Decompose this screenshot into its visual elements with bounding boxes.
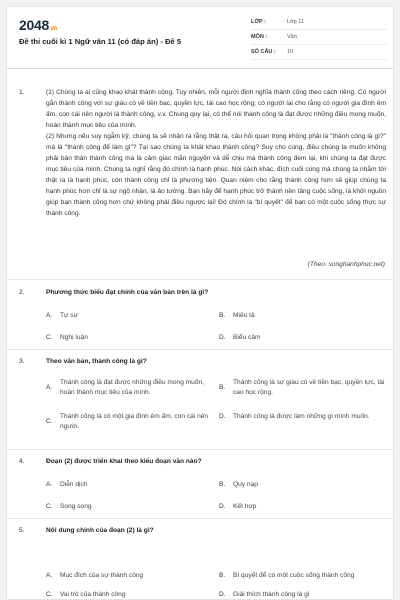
option-letter: C. — [46, 503, 53, 510]
option-text: Quy nạp — [233, 481, 258, 488]
document-page — [6, 6, 394, 600]
option-text: Thành công là đạt được những điều mong muốn, hoàn thành mục tiêu của mình. — [60, 379, 205, 396]
passage-paragraph-2: (2) Nhưng nếu suy ngẫm kỹ, chúng ta sẽ nhận ra rằng thật ra, câu hỏi quan trọng không phải là "thành công là gì?" mà là "thành công để làm gì"? Tại sao chúng ta khát khao thành công? Suy cho cùng, điều chúng ta muốn không phải bản thân thành công mà là cảm giác mãn nguyện và dễ chịu mà thành công đem lại, khi chúng ta đạt được mục tiêu của mình. Chúng ta nghĩ rằng đó chính là hạnh phúc. Nói cách khác, đích cuối cùng mà chúng ta nhắm tới thật ra là hạnh phúc, còn thành công chỉ là phương tiện. Quan niệm cho rằng thành công hơn sẽ giúp chúng ta hạnh phúc hơn chỉ là sự ngộ nhận, là ảo tưởng. Bạn hãy để hạnh phúc trở thành nền tảng cuộc sống, là khởi nguồn giúp bạn thành công hơn chứ không phải điều ngược lại! Đó chính là "bí quyết" để bạn có một cuộc sống thực sự thành công. — [46, 133, 386, 217]
option-letter: B. — [219, 572, 226, 579]
site-logo[interactable] — [19, 17, 57, 33]
divider — [7, 279, 394, 280]
exam-title: Đề thi cuối kì 1 Ngữ văn 11 (có đáp án) - Đề 5 — [19, 37, 182, 46]
passage-paragraph-1: (1) Chúng ta ai cũng khao khát thành công. Tuy nhiên, mỗi người định nghĩa thành công theo cách riêng. Có người gắn thành công với sự giàu có về tiền bạc, quyền lực, tài cao học rộng; có người lại cho rằng có người gia đình êm ấm, con cái nên người là thành công, v.v. Chung quy lại, có thể nói thành công là đạt được những điều mong muốn, hoàn thành mục tiêu của mình. — [46, 89, 386, 129]
divider — [7, 349, 394, 350]
option-b[interactable] — [219, 378, 389, 398]
option-b[interactable] — [219, 480, 389, 490]
meta-key: MÔN : — [251, 34, 268, 40]
question-number: 4. — [19, 458, 25, 465]
option-b[interactable] — [219, 571, 389, 581]
option-letter: A. — [46, 312, 53, 319]
question-4 — [19, 458, 389, 518]
option-letter: C. — [46, 334, 53, 341]
option-text: Thành công là sự giàu có về tiền bạc, quyền lực, tài cao học rộng. — [233, 379, 385, 396]
option-letter: D. — [219, 503, 226, 510]
option-letter: D. — [219, 334, 226, 341]
option-letter: B. — [219, 312, 226, 319]
option-c[interactable] — [46, 333, 216, 343]
question-5 — [19, 527, 389, 600]
option-letter: C. — [46, 418, 53, 425]
meta-value: 10 — [287, 49, 294, 55]
option-text: Biểu cảm — [233, 334, 261, 341]
page-header — [7, 7, 394, 69]
question-text: Đoạn (2) được triển khai theo kiểu đoạn văn nào? — [46, 458, 202, 465]
question-2 — [19, 289, 389, 349]
option-letter: C. — [46, 591, 53, 598]
option-d[interactable] — [219, 502, 389, 512]
question-number: 1. — [19, 89, 25, 96]
option-d[interactable] — [219, 333, 389, 343]
option-text: Kết hợp — [233, 503, 257, 510]
option-b[interactable] — [219, 311, 389, 321]
question-number: 3. — [19, 358, 25, 365]
option-letter: D. — [219, 413, 226, 420]
option-text: Thành công là được làm những gì mình muốn. — [233, 413, 370, 420]
option-letter: D. — [219, 591, 226, 598]
option-d[interactable] — [219, 590, 389, 600]
meta-row-subject — [251, 30, 387, 45]
option-letter: B. — [219, 384, 226, 391]
meta-row-count — [251, 45, 387, 60]
option-text: Miêu tả — [233, 312, 255, 319]
option-letter: A. — [46, 384, 53, 391]
logo-suffix: .vn — [48, 26, 57, 32]
option-d[interactable] — [219, 412, 389, 422]
meta-row-class — [251, 15, 387, 30]
option-text: Nghị luận — [60, 334, 88, 341]
option-a[interactable] — [46, 480, 216, 490]
question-3 — [19, 358, 389, 446]
question-text: Nội dung chính của đoạn (2) là gì? — [46, 527, 154, 534]
option-text: Song song — [60, 503, 92, 510]
option-a[interactable] — [46, 571, 216, 581]
reading-passage — [19, 87, 387, 273]
option-c[interactable] — [46, 502, 216, 512]
option-letter: A. — [46, 481, 53, 488]
option-text: Vai trò của thành công — [60, 591, 126, 598]
logo-main: 2048 — [19, 17, 49, 33]
meta-value: Lớp 11 — [287, 19, 304, 25]
question-text: Theo văn bản, thành công là gì? — [46, 358, 147, 365]
option-letter: B. — [219, 481, 226, 488]
option-text: Mục đích của sự thành công — [60, 572, 144, 579]
option-a[interactable] — [46, 311, 216, 321]
option-a[interactable] — [46, 378, 216, 398]
divider — [7, 449, 394, 450]
question-number: 5. — [19, 527, 25, 534]
meta-key: SỐ CÂU : — [251, 49, 276, 55]
meta-value: Văn — [287, 34, 297, 40]
question-number: 2. — [19, 289, 25, 296]
option-text: Giải thích thành công là gì — [233, 591, 310, 598]
divider — [7, 518, 394, 519]
exam-meta — [251, 15, 387, 60]
option-text: Tự sự — [60, 312, 78, 319]
option-text: Diễn dịch — [60, 481, 88, 488]
option-c[interactable] — [46, 590, 216, 600]
option-letter: A. — [46, 572, 53, 579]
meta-key: LỚP : — [251, 19, 266, 25]
option-text: Bí quyết để có một cuộc sống thành công — [233, 572, 355, 579]
passage-source: (Theo: songhanhphuc.net) — [307, 261, 385, 268]
question-text: Phương thức biểu đạt chính của văn bản trên là gì? — [46, 289, 209, 296]
option-text: Thành công là có một gia đình êm ấm, con cái nên người. — [60, 413, 209, 430]
option-c[interactable] — [46, 412, 216, 432]
